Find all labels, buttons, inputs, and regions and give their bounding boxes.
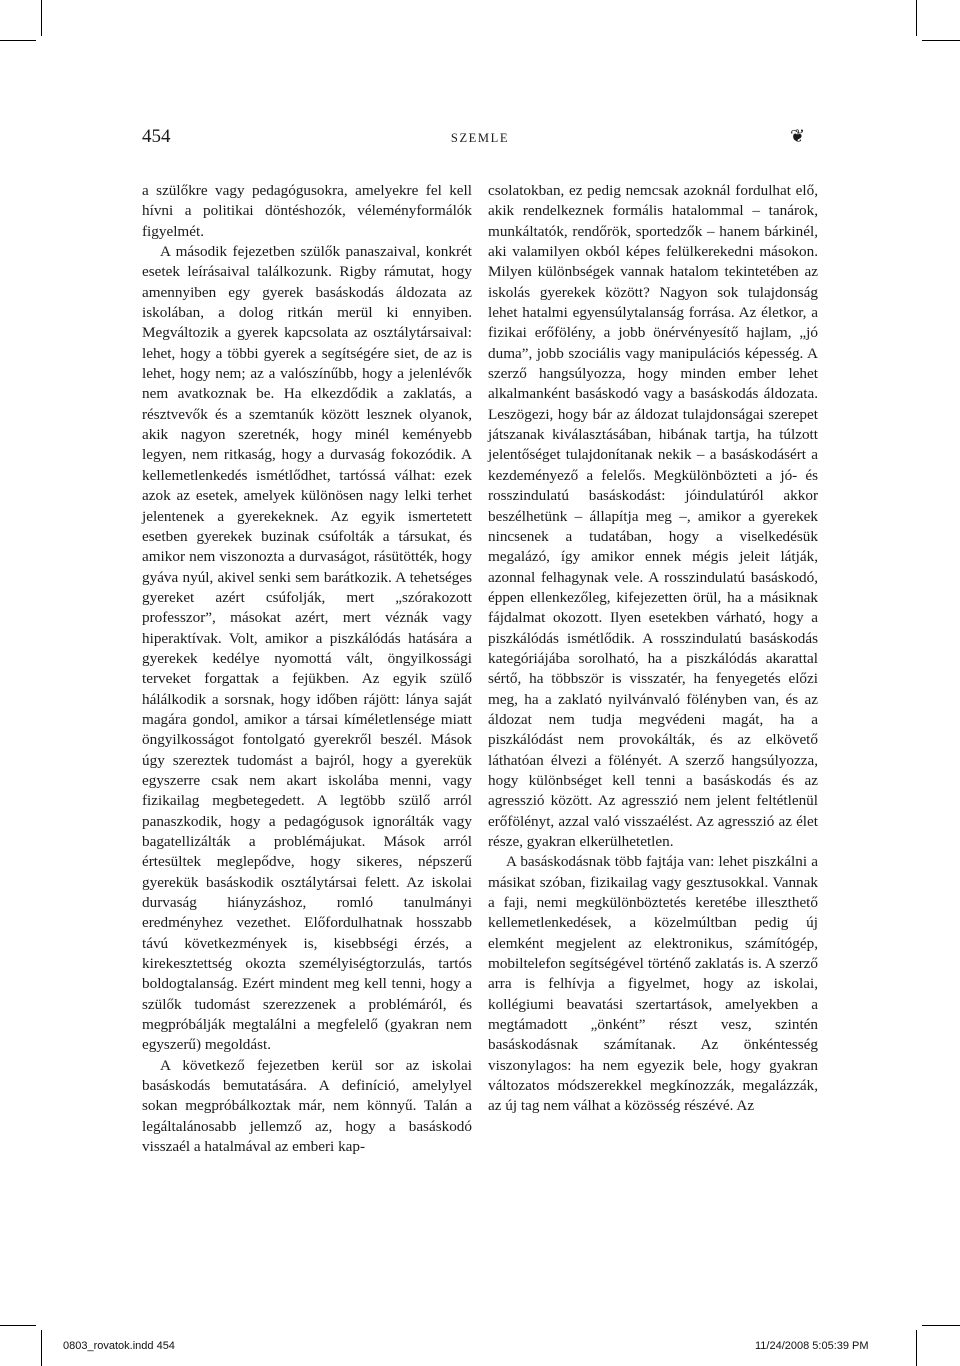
crop-mark-top-left-h [0,40,36,41]
crop-mark-top-right-v [916,0,917,36]
paragraph: csolatokban, ez pedig nemcsak azoknál fordulhat elő, akik rendelkeznek formális hatalommal – tanárok, munkáltatók, rendőrök, sportedzők – hanem bárkinél, aki valamilyen okból képes felülkerekedni másokon. Milyen különbségek vannak hatalom tekintetében az iskolás gyerekek között? Nagyon sok tulajdonság lehet hatalmi egyensúlytalanság forrása. Az életkor, a fizikai erőfölény, a jobb önérvényesítő hajlam, „jó duma”, jobb szociális vagy manipulációs képesség. A szerző hangsúlyozza, hogy minden ember lehet alkalmanként basáskodó vagy a basáskodás áldozata. Leszögezi, hogy bár az áldozat tulajdonságai szerepet játszanak kiválasztásában, hibának tartja, ha túlzott jelentőséget tulajdonítanak nekik – a basáskodásért a kezdeményező a felelős. Megkülönbözteti a jó- és rosszindulatú basáskodást: jóindulatúról akkor beszélhetünk – állapítja meg –, amikor a gyerekek nincsenek a tudatában, hogy a viselkedésük megalázó, így amikor ennek mégis jeleit látják, azonnal felhagynak vele. A rosszindulatú basáskodó, éppen ellenkezőleg, kifejezetten örül, ha a másiknak fájdalmat okozott. Ilyen esetekben várható, hogy a piszkálódás ismétlődik. A rosszindulatú basáskodás kategóriájába sorolható, ha a piszkálódás akarattal sértő, ha többször is visszatér, ha fenyegetés előzi meg, ha a zaklató nyilvánvaló fölényben van, és az áldozat nem tudja megvédeni magát, ha a piszkálódást nem provokálták, és az elkövető láthatóan élvezi a fölényét. A szerző hangsúlyozza, hogy különbséget kell tenni a basáskodás és az agresszió között. Az agresszió nem jelent feltétlenül erőfölényt, azzal való visszaélést. Az agresszió az élet része, gyakran elkerülhetetlen. [488,182,818,850]
left-column [142,181,472,1158]
crop-mark-bottom-right-v [916,1330,917,1366]
crop-mark-top-right-h [922,40,960,41]
crop-mark-bottom-right-h [922,1325,960,1326]
paragraph: A második fejezetben szülők panaszaival, konkrét esetek leírásaival találkozunk. Rigby rámutat, hogy amennyiben egy gyerek basáskodás áldozata az iskolában, a dolog ritkán merül ki ennyiben. Megváltozik a gyerek kapcsolata az osztálytársaival: lehet, hogy a többi gyerek a segítségére siet, de az is lehet, hogy nem; az a valószínűbb, hogy a jelenlévők nem avatkoznak be. Ha elkezdődik a zaklatás, a résztvevők és a szemtanúk között lesznek olyanok, akik nagyon szeretnék, hogy minél keményebb legyen, nem ritkaság, hogy a durvaság fokozódik. A kellemetlenkedés ismétlődhet, tartóssá válhat: ezek azok az esetek, amelyek különösen nagy lelki terhet jelentenek a gyerekeknek. Az egyik ismertetett esetben gyerekek buzinak csúfolták a társukat, és amikor nem viszonozta a durvaságot, rásütötték, hogy gyáva nyúl, akivel senki sem barátkozik. A tehetséges gyereket azért csúfolják, mert „szórakozott professzor”, másokat azért, mert véznák vagy hiperaktívak. Volt, amikor a piszkálódás hatására a gyerekek kedélye nyomottá vált, öngyilkossági terveket forgattak a fejükben. Az egyik szülő hálálkodik a sorsnak, hogy időben rájött: lánya saját magára gondol, amikor a társai kíméletlensége miatt öngyilkosságot fontolgató gyerekről beszél. Mások úgy szereztek tudomást a bajról, hogy a gyerekük egyszerre csak nem akart iskolába menni, vagy fizikailag megbetegedett. A legtöbb szülő arról panaszkodik, hogy a pedagógusok ignorálták vagy bagatellizálták a problémájukat. Mások arról értesültek meglepődve, hogy sikeres, népszerű gyerekük basáskodik osztálytársai felett. Az iskolai durvaság hiányzáshoz, romló tanulmányi eredményhez vezethet. Előfordulhatnak hosszabb távú következmények is, kisebbségi érzés, a kirekesztettség okozta személyiségtorzulás, tartós boldogtalanság. Ezért mindent meg kell tenni, hogy a szülők tudomást szerezzenek a problémáról, és megpróbálják megtalálni a megfelelő (gyakran nem egyszerű) megoldást. [142,243,472,1054]
paragraph: A következő fejezetben kerül sor az iskolai basáskodás bemutatására. A definíció, amelylyel sokan megpróbálkoztak már, nem könnyű. Talán a legáltalánosabb jellemző az, hogy a basáskodó visszaél a hatalmával az emberi kap- [142,1056,472,1156]
crop-mark-top-left-v [41,0,42,36]
right-column [488,181,818,1117]
slug-filename: 0803_rovatok.indd 454 [63,1340,175,1352]
paragraph: a szülőkre vagy pedagógusokra, amelyekre fel kell hívni a politikai döntéshozók, véleményformálók figyelmét. [142,182,472,240]
crop-mark-bottom-left-h [0,1325,36,1326]
slug-timestamp: 11/24/2008 5:05:39 PM [755,1340,869,1352]
fleuron-icon: ❦ [790,126,806,146]
page-number: 454 [142,126,171,147]
paragraph: A basáskodásnak több fajtája van: lehet piszkálni a másikat szóban, fizikailag vagy gesztusokkal. Vannak a faji, nemi megkülönböztetés keretébe illeszthető kellemetlenkedések, a közelmúltban pedig új elemként megjelent az elektronikus, számítógép, mobiltelefon segítségével történő zaklatás is. A szerző arra is felhívja a figyelmet, hogy az iskolai, kollégiumi beavatási szertartások, amelyekben a megtámadott „önként” részt vesz, szintén basáskodásnak számítanak. Az önkéntesség viszonylagos: ha nem egyezik bele, hogy gyakran változatos módszerekkel megkínozzák, megalázzák, az új tag nem válhat a közösség részévé. Az [488,853,818,1115]
crop-mark-bottom-left-v [41,1330,42,1366]
running-title: SZEMLE [450,131,510,145]
